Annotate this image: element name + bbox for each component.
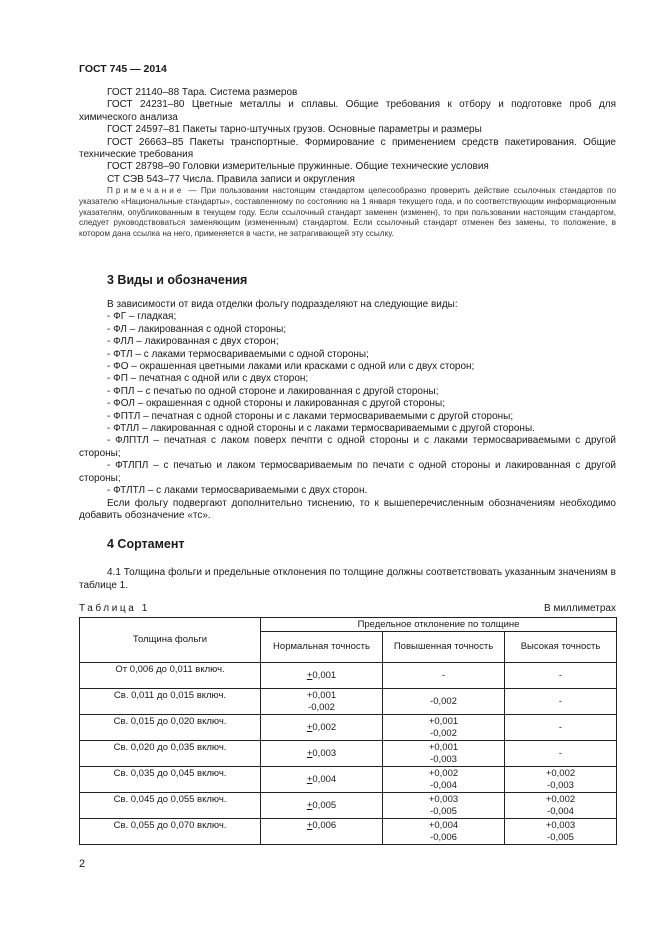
normal-value: 0,005 <box>312 799 337 811</box>
reference-item: ГОСТ 26663–85 Пакеты транспортные. Формирование с применением средств пакетирования. Общие технические требования <box>79 136 616 161</box>
note-label: Примечание <box>107 186 185 195</box>
reference-item: ГОСТ 21140–88 Тара. Система размеров <box>107 87 298 98</box>
section-3-title: 3 Виды и обозначения <box>107 273 248 287</box>
table-row <box>80 793 617 819</box>
high-deviation <box>505 715 617 741</box>
high-value-lower: -0,003 <box>547 779 574 791</box>
type-item: - ФГ – гладкая; <box>107 311 177 323</box>
thickness-table <box>79 617 617 845</box>
type-item: - ФОЛ – окрашенная с одной стороны и лакированная с другой стороны; <box>107 398 446 410</box>
increased-value-lower: -0,004 <box>430 779 457 791</box>
normal-deviation <box>261 689 383 715</box>
thickness-range: Св. 0,020 до 0,035 включ. <box>80 741 261 767</box>
normal-deviation <box>261 793 383 819</box>
normal-value: 0,002 <box>312 721 337 733</box>
normal-deviation <box>261 663 383 689</box>
type-item: - ФО – окрашенная цветными лаками или красками с одной или с двух сторон; <box>107 361 475 373</box>
table-row <box>80 715 617 741</box>
increased-value-lower: -0,006 <box>430 831 457 843</box>
normative-references <box>79 87 616 186</box>
high-value: - <box>558 695 563 707</box>
normal-deviation <box>261 741 383 767</box>
high-deviation <box>505 767 617 793</box>
plus-minus-sign: + <box>306 669 313 681</box>
normal-value: 0,004 <box>312 773 337 785</box>
increased-deviation <box>383 819 505 845</box>
increased-value-lower: -0,002 <box>430 727 457 739</box>
type-item: - ФЛПТЛ – печатная с лаком поверх печпти с одной стороны и с лаками термосвариваемыми с другой стороны; <box>79 435 616 459</box>
thickness-range: Св. 0,015 до 0,020 включ. <box>80 715 261 741</box>
increased-value-lower: -0,003 <box>430 753 457 765</box>
high-value: - <box>558 747 563 759</box>
plus-minus-sign: + <box>306 799 313 811</box>
table-row <box>80 767 617 793</box>
plus-minus-sign: + <box>306 747 313 759</box>
types-intro: В зависимости от вида отделки фольгу подразделяют на следующие виды: <box>107 299 458 310</box>
increased-value: - <box>441 669 446 681</box>
increased-value-lower: -0,005 <box>430 805 457 817</box>
thickness-range: Св. 0,011 до 0,015 включ. <box>80 689 261 715</box>
normal-value-upper: +0,001 <box>306 690 337 701</box>
column-header-increased: Повышенная точность <box>383 632 505 663</box>
thickness-range: Св. 0,055 до 0,070 включ. <box>80 819 261 845</box>
note-text: — При пользовании настоящим стандартом целесообразно проверить действие ссылочных стандартов по указателю «Национальные стандарты», составленному по состоянию на 1 января текущего года, и по соответствующим информационным указателям, опубликованным в текущем году. Если ссылочный стандарт заменен (изменен), то при пользовании настоящим стандартом, следует руководствоваться заменяющим (измененным) стандартом. Если ссылочный стандарт отменен без замены, то положение, в котором дана ссылка на него, применяется в части, не затрагивающей эту ссылку. <box>79 186 616 239</box>
normal-value: 0,006 <box>312 820 337 831</box>
thickness-range: Св. 0,045 до 0,055 включ. <box>80 793 261 819</box>
type-item: - ФПЛ – с печатью по одной стороне и лакированная с другой стороны; <box>107 385 439 397</box>
table-caption: Таблица 1 <box>79 603 150 614</box>
increased-deviation <box>383 663 505 689</box>
type-item: - ФП – печатная с одной или с двух сторон; <box>107 373 309 385</box>
type-item: - ФЛ – лакированная с одной стороны; <box>107 323 287 335</box>
page-number: 2 <box>79 858 86 870</box>
increased-value-upper: +0,002 <box>428 768 459 779</box>
section-3-body <box>79 299 616 522</box>
table-row <box>80 741 617 767</box>
normal-deviation <box>261 767 383 793</box>
table-units: В миллиметрах <box>544 603 616 614</box>
references-note <box>79 186 616 240</box>
normal-value: 0,003 <box>312 747 337 759</box>
section-4-title: 4 Сортамент <box>107 537 185 551</box>
embossing-note: Если фольгу подвергают дополнительно тиснению, то к вышеперечисленным обозначениям необходимо добавить обозначение «тс». <box>79 497 616 521</box>
document-code: ГОСТ 745 — 2014 <box>79 63 167 75</box>
increased-deviation <box>383 741 505 767</box>
high-value: - <box>558 669 563 681</box>
high-value-upper: +0,002 <box>545 768 576 779</box>
increased-deviation <box>383 715 505 741</box>
increased-deviation <box>383 767 505 793</box>
high-value-lower: -0,004 <box>547 805 574 817</box>
high-deviation <box>505 741 617 767</box>
type-item: - ФПТЛ – печатная с одной стороны и с лаками термосвариваемыми с другой стороны; <box>107 410 514 422</box>
high-value-lower: -0,005 <box>547 831 574 843</box>
plus-minus-sign: + <box>306 820 313 831</box>
high-deviation <box>505 689 617 715</box>
table-row <box>80 689 617 715</box>
normal-value-lower: -0,002 <box>308 701 335 713</box>
high-value: - <box>558 721 563 733</box>
normal-deviation <box>261 715 383 741</box>
type-item: - ФТЛЛ – лакированная с одной стороны и с лаками термосвариваемыми с другой стороны. <box>107 423 535 435</box>
high-value-upper: +0,003 <box>545 820 576 831</box>
thickness-range: От 0,006 до 0,011 включ. <box>80 663 261 689</box>
type-item: - ФТЛТЛ – с лаками термосвариваемыми с двух сторон. <box>107 485 368 497</box>
reference-item: ГОСТ 24597–81 Пакеты тарно-штучных грузов. Основные параметры и размеры <box>107 124 482 136</box>
reference-item: ГОСТ 28798–90 Головки измерительные пружинные. Общие технические условия <box>107 161 489 173</box>
type-item: - ФЛЛ – лакированная с двух сторон; <box>107 336 279 348</box>
normal-deviation <box>261 819 383 845</box>
reference-item: СТ СЭВ 543–77 Числа. Правила записи и округления <box>107 173 355 185</box>
column-header-deviation: Предельное отклонение по толщине <box>261 618 617 632</box>
reference-item: ГОСТ 24231–80 Цветные металлы и сплавы. Общие требования к отбору и подготовке проб для химического анализа <box>79 99 616 123</box>
table-row <box>80 819 617 845</box>
normal-value: 0,001 <box>312 669 337 681</box>
high-deviation <box>505 819 617 845</box>
thickness-range: Св. 0,035 до 0,045 включ. <box>80 767 261 793</box>
type-item: - ФТЛПЛ – с печатью и лаком термосвариваемым по печати с одной стороны и лакированная с другой стороны; <box>79 460 616 484</box>
type-item: - ФТЛ – с лаками термосвариваемыми с одной стороны; <box>107 348 369 360</box>
plus-minus-sign: + <box>306 773 313 785</box>
plus-minus-sign: + <box>306 721 313 733</box>
column-header-thickness: Толщина фольги <box>80 618 261 663</box>
increased-deviation <box>383 689 505 715</box>
high-deviation <box>505 663 617 689</box>
increased-value-upper: +0,004 <box>428 820 459 831</box>
increased-deviation <box>383 793 505 819</box>
high-deviation <box>505 793 617 819</box>
increased-value-upper: +0,001 <box>428 716 459 727</box>
table-row <box>80 663 617 689</box>
section-4-paragraph: 4.1 Толщина фольги и предельные отклонения по толщине должны соответствовать указанным значениям в таблице 1. <box>79 567 616 591</box>
increased-value: -0,002 <box>430 695 457 707</box>
high-value-upper: +0,002 <box>545 794 576 805</box>
increased-value-upper: +0,003 <box>428 794 459 805</box>
column-header-normal: Нормальная точность <box>261 632 383 663</box>
column-header-high: Высокая точность <box>505 632 617 663</box>
increased-value-upper: +0,001 <box>428 742 459 753</box>
